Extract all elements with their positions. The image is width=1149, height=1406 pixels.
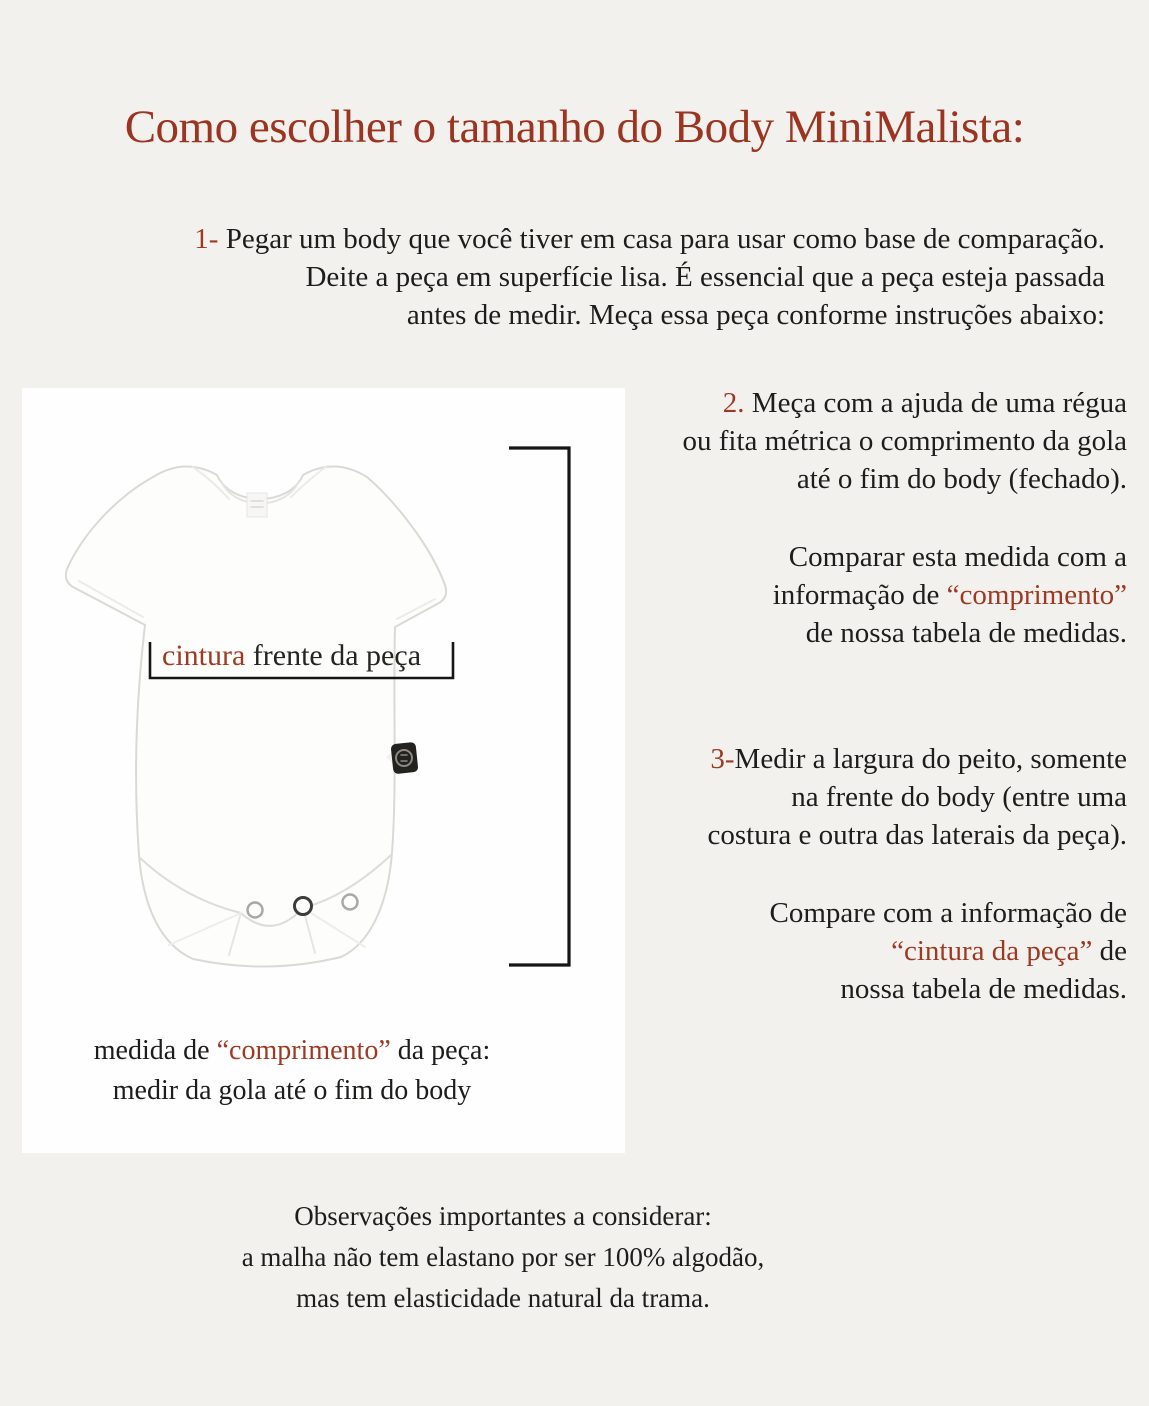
step-2-compare-line-2 bbox=[600, 576, 1127, 614]
step-3-compare-line-2 bbox=[600, 932, 1127, 970]
step1-number: 1- bbox=[194, 223, 219, 255]
step-3-line-2: na frente do body (entre uma bbox=[791, 781, 1127, 813]
step-3-compare-line-1: Compare com a informação de bbox=[769, 897, 1127, 929]
waist-label-rest: frente da peça bbox=[245, 639, 422, 672]
step-3-compare-line-3: nossa tabela de medidas. bbox=[840, 973, 1127, 1005]
important-notes bbox=[0, 1196, 1006, 1319]
step-3-line-1 bbox=[600, 740, 1127, 778]
intro-line-3: antes de medir. Meça essa peça conforme instruções abaixo: bbox=[406, 299, 1105, 331]
step-2-compare-line-3: de nossa tabela de medidas. bbox=[805, 617, 1127, 649]
step-3-line-3: costura e outra das laterais da peça). bbox=[707, 819, 1127, 851]
intro-instructions bbox=[110, 220, 1105, 334]
neck-size-label bbox=[247, 493, 267, 517]
step-2-compare-line-1: Comparar esta medida com a bbox=[788, 541, 1127, 573]
intro-line-2: Deite a peça em superfície lisa. É essencial que a peça esteja passada bbox=[305, 261, 1105, 293]
step3-number: 3- bbox=[710, 743, 735, 775]
notes-line-2: a malha não tem elastano por ser 100% algodão, bbox=[241, 1242, 765, 1272]
step-2-instructions bbox=[600, 384, 1127, 498]
step-3-line-1-text: Medir a largura do peito, somente bbox=[734, 743, 1127, 775]
length-caption-line-2: medir da gola até o fim do body bbox=[112, 1075, 472, 1106]
waist-label bbox=[162, 638, 421, 674]
step-2-compare-note bbox=[600, 538, 1127, 652]
step-2-line-2: ou fita métrica o comprimento da gola bbox=[682, 425, 1127, 457]
step-2-line-1-text: Meça com a ajuda de uma régua bbox=[744, 387, 1127, 419]
caption-post: da peça: bbox=[390, 1035, 491, 1066]
compare2-pre: informação de bbox=[772, 579, 947, 611]
step2-number: 2. bbox=[722, 387, 745, 419]
step-2-line-1 bbox=[600, 384, 1127, 422]
step-2-line-3: até o fim do body (fechado). bbox=[796, 463, 1127, 495]
compare3-post: de bbox=[1092, 935, 1127, 967]
notes-line-1: Observações importantes a considerar: bbox=[294, 1201, 712, 1231]
bodysuit-image bbox=[66, 466, 446, 967]
intro-line-1-text: Pegar um body que você tiver em casa para usar como base de comparação. bbox=[218, 223, 1105, 255]
length-caption-line-1 bbox=[22, 1031, 562, 1071]
page-title: Como escolher o tamanho do Body MiniMalista: bbox=[124, 101, 1025, 153]
compare2-red: “comprimento” bbox=[946, 579, 1127, 611]
step-3-instructions bbox=[600, 740, 1127, 854]
compare3-red: “cintura da peça” bbox=[891, 935, 1093, 967]
notes-line-3: mas tem elasticidade natural da trama. bbox=[296, 1283, 710, 1313]
waist-label-red: cintura bbox=[162, 639, 246, 672]
step-3-compare-note bbox=[600, 894, 1127, 1008]
intro-line-1 bbox=[110, 220, 1105, 258]
measurement-diagram bbox=[22, 388, 625, 1153]
caption-pre: medida de bbox=[93, 1035, 217, 1066]
caption-red: “comprimento” bbox=[216, 1035, 391, 1066]
length-caption bbox=[22, 1031, 562, 1111]
length-measure-bracket bbox=[509, 448, 569, 965]
